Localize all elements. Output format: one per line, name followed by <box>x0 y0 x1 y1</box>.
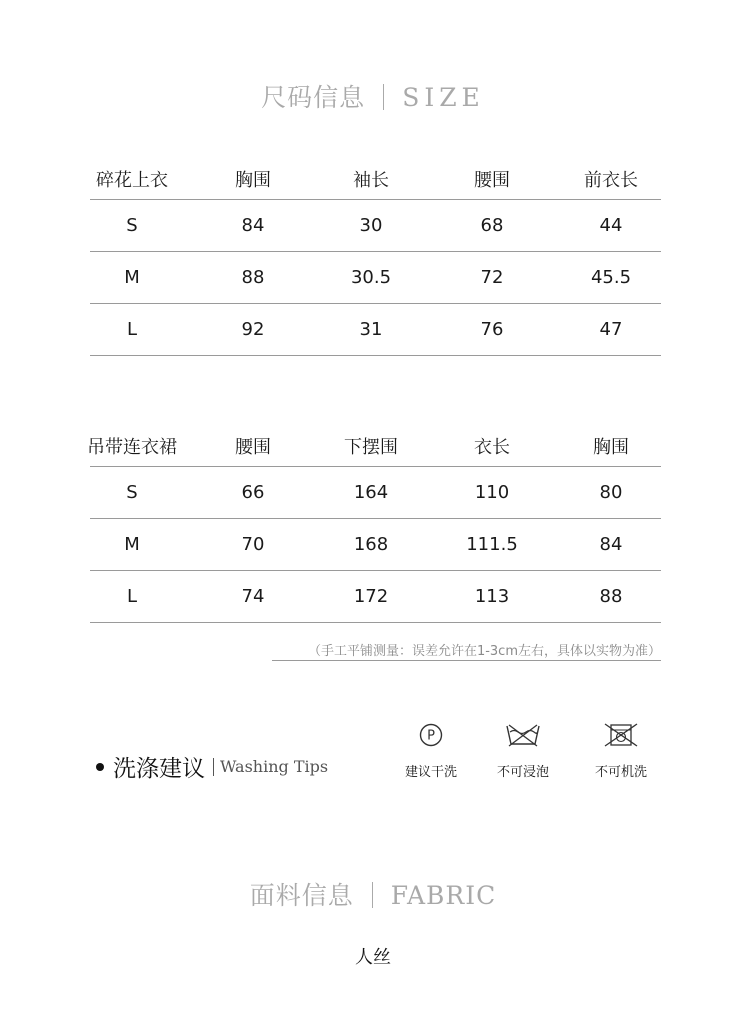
size-title-en: SIZE <box>402 83 485 112</box>
value-cell: 66 <box>241 482 265 503</box>
care-item-dry-clean <box>386 722 476 780</box>
value-cell: 44 <box>599 215 623 236</box>
fabric-material: 人丝 <box>355 947 391 968</box>
header-cell: 袖长 <box>353 170 389 191</box>
header-cell: 腰围 <box>474 170 510 191</box>
bullet-dot <box>96 763 104 771</box>
table-row <box>90 304 661 356</box>
table-row <box>90 200 661 252</box>
value-cell: 111.5 <box>466 534 518 555</box>
value-cell: 92 <box>241 319 265 340</box>
table-row <box>90 571 661 623</box>
washing-title-cn: 洗涤建议 <box>113 756 205 782</box>
value-cell: 168 <box>353 534 389 555</box>
value-cell: 31 <box>359 319 383 340</box>
value-cell: 80 <box>599 482 623 503</box>
value-cell: 110 <box>474 482 510 503</box>
value-cell: 88 <box>241 267 265 288</box>
value-cell: 84 <box>599 534 623 555</box>
size-cell: L <box>126 319 138 340</box>
size-cell: L <box>126 586 138 607</box>
header-cell: 胸围 <box>235 170 271 191</box>
value-cell: 68 <box>480 215 504 236</box>
header-cell: 前衣长 <box>584 170 638 191</box>
title-divider <box>383 84 384 110</box>
measurement-note: （手工平铺测量：误差允许在1-3cm左右，具体以实物为准） <box>272 640 661 661</box>
dress-size-table <box>87 433 661 623</box>
size-title-cn: 尺码信息 <box>261 83 366 112</box>
value-cell: 30.5 <box>350 267 392 288</box>
size-cell: S <box>126 482 138 503</box>
value-cell: 30 <box>359 215 383 236</box>
value-cell: 88 <box>599 586 623 607</box>
no-soak-icon <box>505 722 541 748</box>
size-cell: M <box>124 534 140 555</box>
washing-title-en: Washing Tips <box>220 757 329 776</box>
value-cell: 47 <box>599 319 623 340</box>
care-label: 不可浸泡 <box>496 765 549 780</box>
value-cell: 70 <box>241 534 265 555</box>
header-cell: 吊带连衣裙 <box>87 437 177 458</box>
care-item-no-machine-wash <box>576 722 666 780</box>
value-cell: 164 <box>353 482 389 503</box>
header-cell: 衣长 <box>474 437 510 458</box>
table-row <box>90 519 661 571</box>
care-item-no-soak <box>478 722 568 780</box>
table-row <box>90 467 661 519</box>
value-cell: 72 <box>480 267 504 288</box>
fabric-section-title <box>0 876 746 912</box>
fabric-title-en: FABRIC <box>390 881 497 910</box>
title-divider <box>372 882 373 908</box>
value-cell: 74 <box>241 586 265 607</box>
table-header-row <box>87 433 661 467</box>
table-row <box>90 252 661 304</box>
value-cell: 45.5 <box>590 267 632 288</box>
dry-clean-p-icon <box>418 722 444 748</box>
care-label: 不可机洗 <box>594 765 647 780</box>
value-cell: 172 <box>353 586 389 607</box>
fabric-title-cn: 面料信息 <box>249 881 354 910</box>
header-cell: 下摆围 <box>344 437 398 458</box>
top-size-table <box>90 166 661 356</box>
svg-text:P: P <box>427 728 435 744</box>
size-section-title <box>0 78 746 114</box>
header-cell: 腰围 <box>235 437 271 458</box>
value-cell: 76 <box>480 319 504 340</box>
header-cell: 碎花上衣 <box>96 170 168 191</box>
value-cell: 113 <box>474 586 510 607</box>
value-cell: 84 <box>241 215 265 236</box>
care-label: 建议干洗 <box>404 765 457 780</box>
header-cell: 胸围 <box>593 437 629 458</box>
table-header-row <box>90 166 661 200</box>
no-machine-wash-icon <box>603 722 639 748</box>
washing-tips-heading <box>96 750 328 786</box>
size-cell: S <box>126 215 138 236</box>
size-cell: M <box>124 267 140 288</box>
title-divider <box>213 758 214 776</box>
